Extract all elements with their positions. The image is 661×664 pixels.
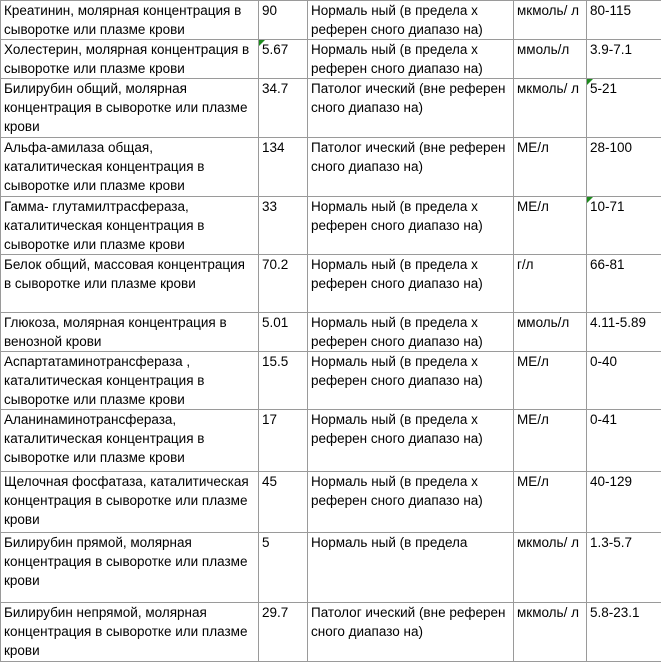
status-cell[interactable]: Нормаль ный (в предела х референ сного диапазо на) [308,255,514,313]
table-row [1,533,661,603]
reference-range-cell[interactable]: 40-129 [587,472,661,533]
table-row [1,1,661,40]
status-cell[interactable]: Нормаль ный (в предела х референ сного диапазо на) [308,1,514,40]
status-cell[interactable]: Нормаль ный (в предела х референ сного диапазо на) [308,472,514,533]
test-name-cell[interactable]: Глюкоза, молярная концентрация в венозной крови [1,313,259,352]
unit-cell[interactable]: ммоль/л [514,313,587,352]
unit-cell[interactable]: мкмоль/ л [514,79,587,138]
result-value-cell[interactable]: 15.5 [259,352,308,410]
reference-range-cell[interactable]: 5.8-23.1 [587,603,661,662]
table-row [1,410,661,472]
table-row [1,138,661,197]
result-value-cell[interactable]: 29.7 [259,603,308,662]
unit-cell[interactable]: ммоль/л [514,40,587,79]
status-cell[interactable]: Нормаль ный (в предела х референ сного диапазо на) [308,410,514,472]
table-row [1,352,661,410]
result-value-cell[interactable]: 134 [259,138,308,197]
test-name-cell[interactable]: Белок общий, массовая концентрация в сыворотке или плазме крови [1,255,259,313]
test-name-cell[interactable]: Креатинин, молярная концентрация в сыворотке или плазме крови [1,1,259,40]
test-name-cell[interactable]: Билирубин непрямой, молярная концентрация в сыворотке или плазме крови [1,603,259,662]
test-name-cell[interactable]: Холестерин, молярная концентрация в сыворотке или плазме крови [1,40,259,79]
status-cell[interactable]: Патолог ический (вне референ сного диапазо на) [308,79,514,138]
status-cell[interactable]: Нормаль ный (в предела х референ сного диапазо на) [308,40,514,79]
unit-cell[interactable]: мкмоль/ л [514,603,587,662]
test-name-cell[interactable]: Альфа-амилаза общая, каталитическая концентрация в сыворотке или плазме крови [1,138,259,197]
unit-cell[interactable]: МЕ/л [514,352,587,410]
result-value-cell[interactable]: 90 [259,1,308,40]
status-cell[interactable]: Нормаль ный (в предела [308,533,514,603]
reference-range-cell[interactable]: 10-71 [587,197,661,255]
unit-cell[interactable]: МЕ/л [514,197,587,255]
table-row [1,603,661,662]
unit-cell[interactable]: мкмоль/ л [514,533,587,603]
unit-cell[interactable]: г/л [514,255,587,313]
status-cell[interactable]: Патолог ический (вне референ сного диапазо на) [308,138,514,197]
lab-results-body [1,1,661,662]
status-cell[interactable]: Нормаль ный (в предела х референ сного диапазо на) [308,352,514,410]
reference-range-cell[interactable]: 1.3-5.7 [587,533,661,603]
reference-range-cell[interactable]: 28-100 [587,138,661,197]
test-name-cell[interactable]: Щелочная фосфатаза, каталитическая концентрация в сыворотке или плазме крови [1,472,259,533]
test-name-cell[interactable]: Билирубин прямой, молярная концентрация в сыворотке или плазме крови [1,533,259,603]
result-value-cell[interactable]: 33 [259,197,308,255]
table-row [1,40,661,79]
reference-range-cell[interactable]: 66-81 [587,255,661,313]
result-value-cell[interactable]: 70.2 [259,255,308,313]
unit-cell[interactable]: МЕ/л [514,472,587,533]
reference-range-cell[interactable]: 0-40 [587,352,661,410]
reference-range-cell[interactable]: 3.9-7.1 [587,40,661,79]
table-row [1,79,661,138]
reference-range-cell[interactable]: 80-115 [587,1,661,40]
table-row [1,255,661,313]
test-name-cell[interactable]: Аспартатаминотрансфераза , каталитическая концентрация в сыворотке или плазме крови [1,352,259,410]
result-value-cell[interactable]: 45 [259,472,308,533]
result-value-cell[interactable]: 5.67 [259,40,308,79]
reference-range-cell[interactable]: 4.11-5.89 [587,313,661,352]
table-row [1,313,661,352]
result-value-cell[interactable]: 17 [259,410,308,472]
reference-range-cell[interactable]: 0-41 [587,410,661,472]
status-cell[interactable]: Патолог ический (вне референ сного диапазо на) [308,603,514,662]
status-cell[interactable]: Нормаль ный (в предела х референ сного диапазо на) [308,197,514,255]
unit-cell[interactable]: МЕ/л [514,138,587,197]
test-name-cell[interactable]: Билирубин общий, молярная концентрация в сыворотке или плазме крови [1,79,259,138]
result-value-cell[interactable]: 34.7 [259,79,308,138]
test-name-cell[interactable]: Гамма- глутамилтрасфераза, каталитическая концентрация в сыворотке или плазме крови [1,197,259,255]
result-value-cell[interactable]: 5.01 [259,313,308,352]
unit-cell[interactable]: мкмоль/ л [514,1,587,40]
status-cell[interactable]: Нормаль ный (в предела х референ сного диапазо на) [308,313,514,352]
test-name-cell[interactable]: Аланинаминотрансфераза, каталитическая концентрация в сыворотке или плазме крови [1,410,259,472]
result-value-cell[interactable]: 5 [259,533,308,603]
table-row [1,472,661,533]
table-row [1,197,661,255]
reference-range-cell[interactable]: 5-21 [587,79,661,138]
unit-cell[interactable]: МЕ/л [514,410,587,472]
